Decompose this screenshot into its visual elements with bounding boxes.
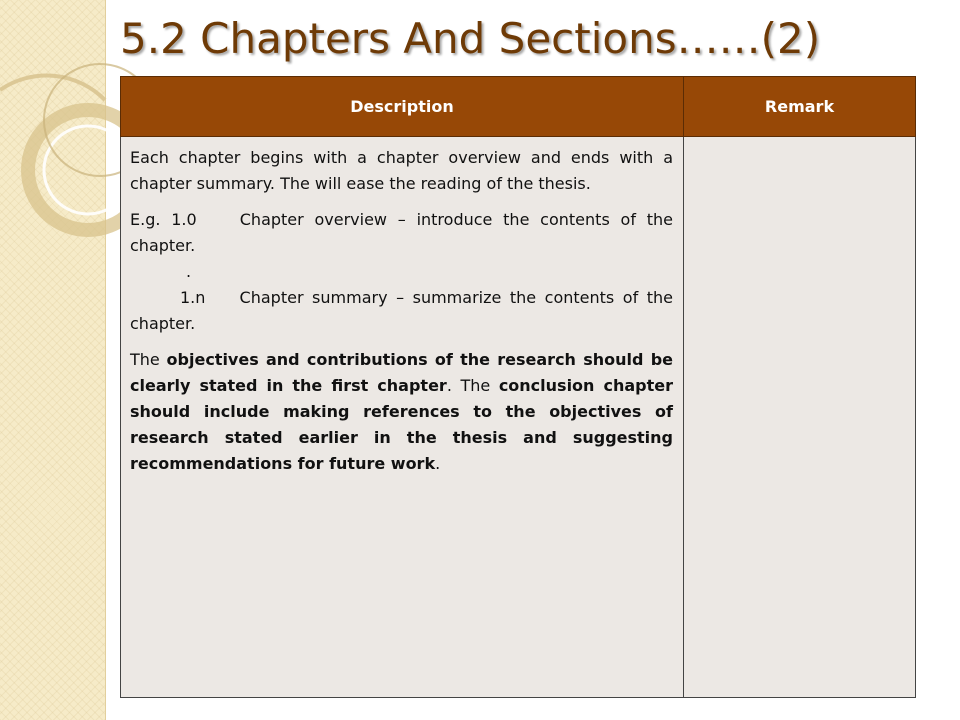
column-header-remark: Remark [684, 77, 916, 137]
objectives-bold-text: objectives and contributions of the research should be clearly stated in the first chapter [130, 350, 674, 395]
summary-text: Chapter summary – summarize the contents of the chapter. [130, 288, 673, 333]
objectives-lead: The [130, 350, 167, 369]
description-remark-table [120, 76, 916, 698]
objectives-mid: . The [446, 376, 499, 395]
continuation-dot: . [186, 262, 192, 281]
column-header-description: Description [121, 77, 684, 137]
description-cell [121, 137, 684, 698]
table-row [121, 137, 916, 698]
paragraph-end: . [435, 454, 441, 473]
remark-cell [684, 137, 916, 698]
objectives-paragraph [130, 347, 673, 477]
summary-prefix: 1.n [180, 288, 206, 307]
example-prefix: E.g. 1.0 [130, 210, 197, 229]
example-overview-line [130, 207, 673, 259]
example-summary-line [130, 285, 673, 337]
example-text: Chapter overview – introduce the contents of the chapter. [130, 210, 673, 255]
conclusion-bold-text: conclusion chapter should include making references to the objectives of research stated earlier in the thesis and suggesting recommendations for future work [130, 376, 673, 473]
intro-paragraph: Each chapter begins with a chapter overview and ends with a chapter summary. The will ease the reading of the thesis. [130, 148, 673, 193]
table-header-row [121, 77, 916, 137]
decorative-rings [0, 0, 140, 300]
slide-title: 5.2 Chapters And Sections……(2) [120, 14, 821, 63]
